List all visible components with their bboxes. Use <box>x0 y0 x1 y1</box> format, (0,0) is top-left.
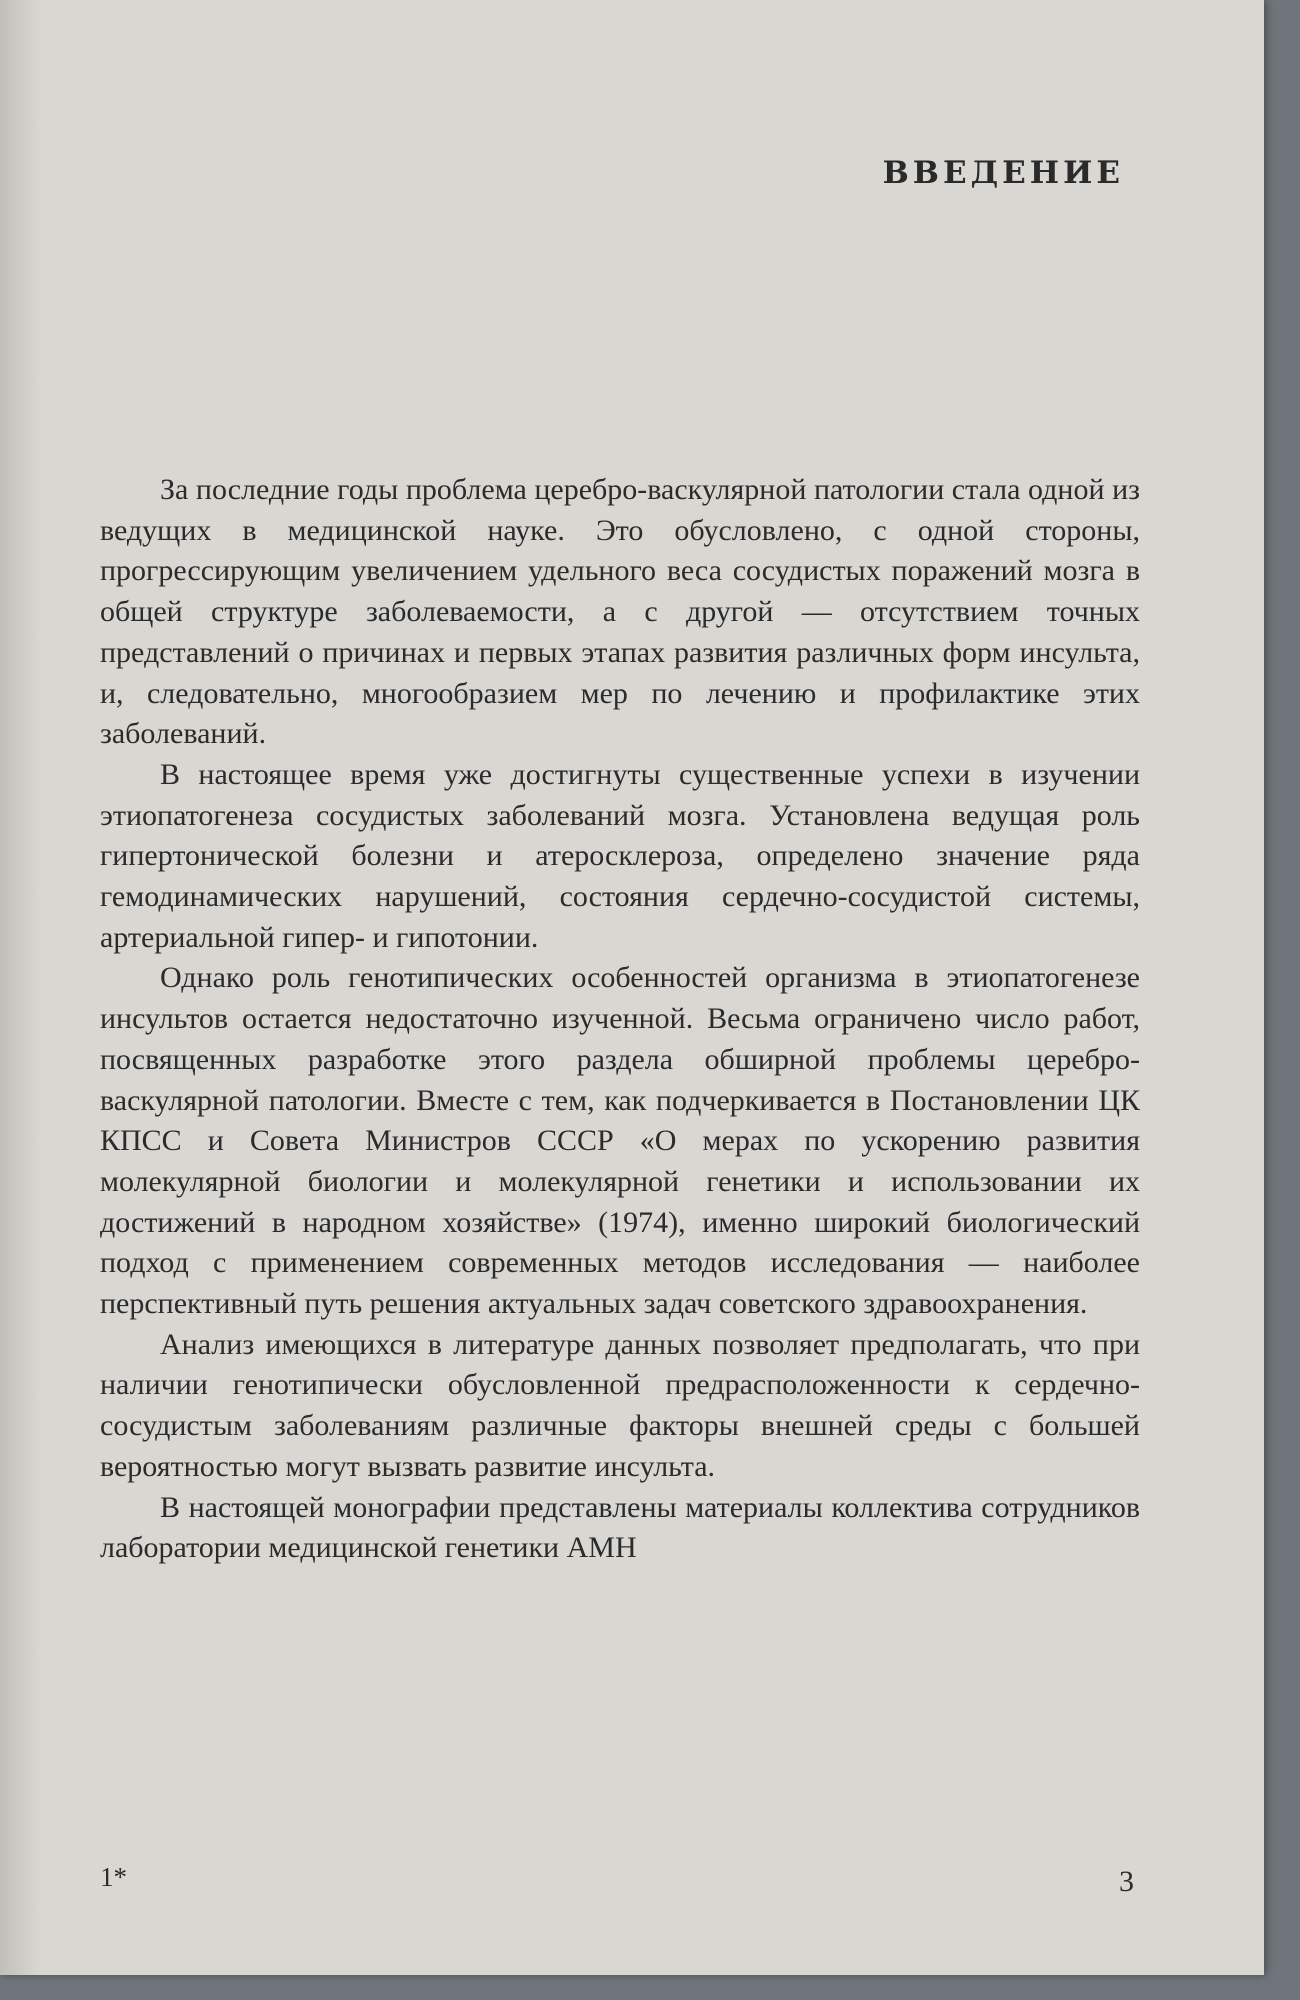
body-text <box>100 470 1140 1569</box>
chapter-heading: ВВЕДЕНИЕ <box>882 155 1124 191</box>
paragraph-1: За последние годы проблема церебро-васкулярной патологии стала одной из ведущих в медицинской науке. Это обусловлено, с одной стороны, прогрессирующим увеличением удельного веса сосудистых поражений мозга в общей структуре заболеваемости, а с другой — отсутствием точных представлений о причинах и первых этапах развития различных форм инсульта, и, следовательно, многообразием мер по лечению и профилактике этих заболеваний. <box>100 473 1140 751</box>
paragraph-2: В настоящее время уже достигнуты существенные успехи в изучении этиопатогенеза сосудистых заболеваний мозга. Установлена ведущая роль гипертонической болезни и атеросклероза, определено значение ряда гемодинамических нарушений, состояния сердечно-сосудистой системы, артериальной гипер- и гипотонии. <box>100 757 1140 954</box>
page-number: 3 <box>1119 1865 1134 1898</box>
paragraph-4: Анализ имеющихся в литературе данных позволяет предполагать, что при наличии генотипически обусловленной предрасположенности к сердечно-сосудистым заболеваниям различные факторы внешней среды с большей вероятностью могут вызвать развитие инсульта. <box>100 1327 1140 1483</box>
paragraph-5: В настоящей монографии представлены материалы коллектива сотрудников лаборатории медицинской генетики АМН <box>100 1490 1140 1565</box>
page-spine-shadow <box>0 0 40 1975</box>
paragraph-3: Однако роль генотипических особенностей организма в этиопатогенезе инсультов остается недостаточно изученной. Весьма ограничено число работ, посвященных разработке этого раздела обширной проблемы церебро-васкулярной патологии. Вместе с тем, как подчеркивается в Постановлении ЦК КПСС и Совета Министров СССР «О мерах по ускорению развития молекулярной биологии и молекулярной генетики и использовании их достижений в народном хозяйстве» (1974), именно широкий биологический подход с применением современных методов исследования — наиболее перспективный путь решения актуальных задач советского здравоохранения. <box>100 961 1140 1321</box>
printer-signature-mark: 1* <box>100 1862 127 1892</box>
